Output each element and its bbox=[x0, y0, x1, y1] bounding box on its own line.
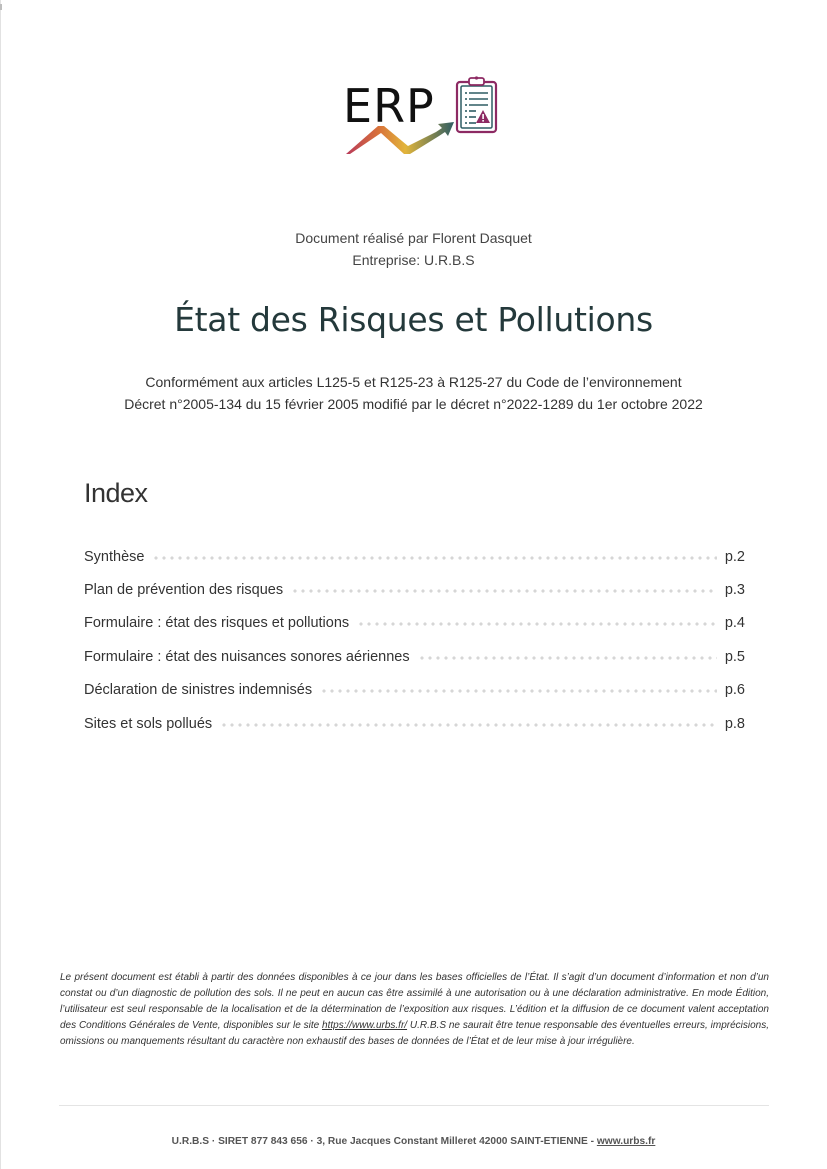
company-info: U.R.B.S · SIRET 877 843 656 · 3, Rue Jacques Constant Milleret 42000 SAINT-ETIENNE - bbox=[171, 1136, 597, 1147]
toc-item-label: Plan de prévention des risques bbox=[84, 582, 284, 599]
toc-item-page: p.2 bbox=[724, 548, 745, 565]
toc-leader-dots bbox=[357, 622, 717, 626]
disclaimer-text-part1: Le présent document est établi à partir des données disponibles à ce jour dans les bases officielles de l’État. Il s’agit d’un document d’information et non d’un constat ou d’un diagnostic de pollution des sols. Il ne peut en aucun cas être assimilé à une autorisation ou à une déclaration administrative. En mode Édition, l’utilisateur est seul responsable de la localisation et de la détermination de l’exposition aux risques. L’édition et la diffusion de ce document valent acceptation des Conditions Générales de Vente, disponibles sur le site bbox=[60, 972, 769, 1031]
toc-item-label: Sites et sols pollués bbox=[84, 715, 213, 732]
page-title: État des Risques et Pollutions bbox=[174, 300, 653, 339]
toc-item-page: p.4 bbox=[724, 615, 745, 632]
toc-item-label: Déclaration de sinistres indemnisés bbox=[84, 682, 313, 699]
toc-leader-dots bbox=[320, 689, 717, 693]
footer-website-link[interactable]: www.urbs.fr bbox=[596, 1136, 656, 1147]
table-of-contents bbox=[84, 540, 745, 740]
toc-item-label: Formulaire : état des risques et pollutions bbox=[84, 615, 350, 632]
toc-item-formulaire-nuisances[interactable] bbox=[84, 640, 745, 673]
toc-item-label: Formulaire : état des nuisances sonores aériennes bbox=[84, 648, 410, 665]
index-heading: Index bbox=[84, 478, 148, 508]
toc-item-label: Synthèse bbox=[84, 548, 145, 565]
company-line: Entreprise: U.R.B.S bbox=[352, 252, 475, 268]
toc-item-page: p.5 bbox=[724, 648, 745, 665]
urbs-website-link[interactable]: https://www.urbs.fr/ bbox=[322, 1020, 408, 1031]
legal-references bbox=[0, 371, 827, 415]
toc-leader-dots bbox=[291, 589, 717, 593]
page-footer bbox=[0, 1136, 827, 1147]
toc-item-formulaire-risques[interactable] bbox=[84, 607, 745, 640]
toc-item-page: p.6 bbox=[724, 682, 745, 699]
toc-item-page: p.8 bbox=[724, 715, 745, 732]
toc-item-synthese[interactable] bbox=[84, 540, 745, 573]
erp-logo-graphic bbox=[340, 70, 505, 160]
legal-disclaimer bbox=[60, 970, 769, 1050]
footer-divider bbox=[59, 1105, 769, 1106]
toc-leader-dots bbox=[152, 556, 716, 560]
clipboard-warning-icon bbox=[457, 76, 496, 132]
author-line: Document réalisé par Florent Dasquet bbox=[295, 230, 532, 246]
disclaimer-text-part2: U.R.B.S ne saurait être tenue responsable des éventuelles erreurs, imprécisions, omissions ou manquements résultant du caractère non exhaustif des bases de données de l’État et de leur mise à jour irrégulière. bbox=[60, 1020, 769, 1047]
legal-articles-line: Conformément aux articles L125-5 et R125-23 à R125-27 du Code de l’environnement bbox=[145, 374, 682, 390]
toc-item-sites-sols[interactable] bbox=[84, 707, 745, 740]
erp-logo bbox=[340, 70, 505, 160]
scroll-marker bbox=[0, 4, 2, 10]
toc-item-plan-prevention[interactable] bbox=[84, 573, 745, 606]
toc-item-sinistres[interactable] bbox=[84, 674, 745, 707]
page-edge bbox=[0, 0, 1, 1169]
decree-line: Décret n°2005-134 du 15 février 2005 modifié par le décret n°2022-1289 du 1er octobre 2022 bbox=[124, 396, 703, 412]
toc-leader-dots bbox=[220, 723, 717, 727]
logo-text: ERP bbox=[343, 79, 435, 133]
toc-item-page: p.3 bbox=[724, 582, 745, 599]
document-author-block bbox=[0, 227, 827, 271]
toc-leader-dots bbox=[418, 656, 717, 660]
